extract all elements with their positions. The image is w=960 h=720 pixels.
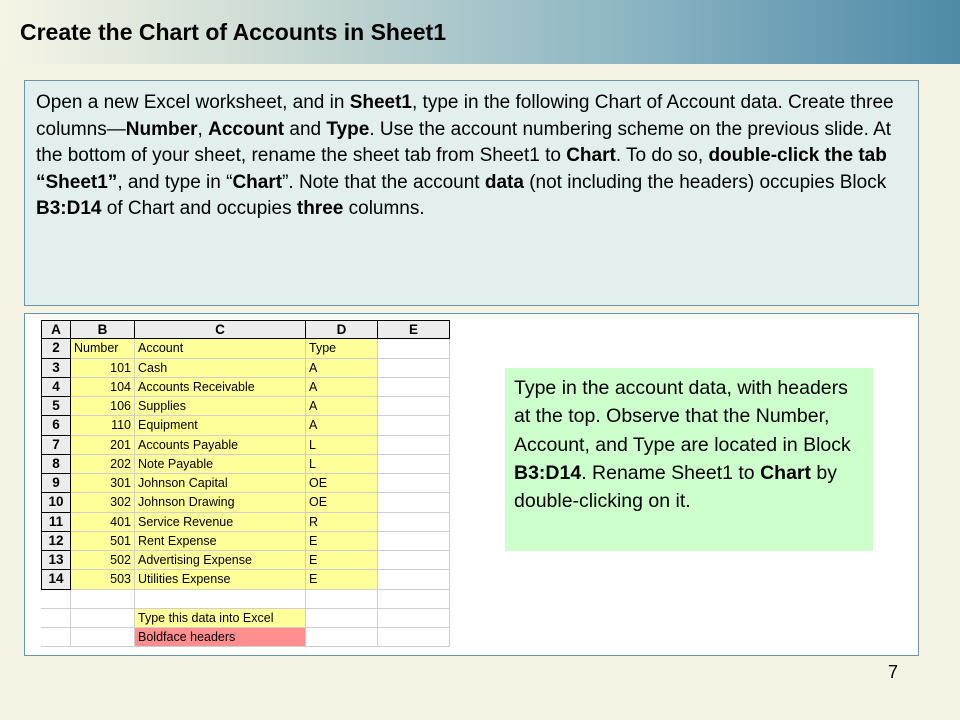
intro-text-0: Open a new Excel worksheet, and in [36, 92, 350, 113]
tip-text-1: B3:D14 [514, 461, 582, 484]
number-cell[interactable]: 503 [71, 570, 135, 589]
empty-cell[interactable] [71, 609, 135, 628]
row-number[interactable]: 6 [41, 416, 71, 435]
empty-cell[interactable] [378, 590, 450, 609]
type-cell[interactable]: A [306, 378, 378, 397]
account-cell[interactable]: Johnson Capital [135, 474, 306, 493]
number-cell[interactable]: 302 [71, 493, 135, 512]
empty-cell[interactable] [306, 628, 378, 647]
type-cell[interactable]: L [306, 436, 378, 455]
empty-cell[interactable] [378, 416, 450, 435]
table-row [41, 493, 450, 512]
account-cell[interactable]: Note Payable [135, 455, 306, 474]
empty-cell[interactable] [378, 359, 450, 378]
tip-text-4: by double-clicking on it. [514, 461, 838, 513]
data-rows [41, 359, 450, 590]
empty-cell[interactable] [378, 397, 450, 416]
table-row [41, 397, 450, 416]
empty-cell[interactable] [378, 628, 450, 647]
number-cell[interactable]: 202 [71, 455, 135, 474]
table-row [41, 532, 450, 551]
number-cell[interactable]: 201 [71, 436, 135, 455]
column-header-a[interactable]: A [41, 320, 71, 339]
table-row [41, 436, 450, 455]
empty-cell[interactable] [71, 590, 135, 609]
column-header-row [41, 320, 450, 339]
empty-cell[interactable] [306, 609, 378, 628]
intro-text-7: Type [326, 118, 370, 140]
empty-cell[interactable] [135, 590, 306, 609]
intro-text-11: double-click the tab “Sheet1” [36, 145, 887, 193]
empty-cell[interactable] [378, 609, 450, 628]
intro-text-2: , type in the following Chart of Account data. Create three columns— [36, 92, 894, 140]
number-cell[interactable]: 110 [71, 416, 135, 435]
tip-text-3: Chart [760, 461, 811, 484]
account-cell[interactable]: Advertising Expense [135, 551, 306, 570]
empty-cell[interactable] [378, 493, 450, 512]
header-cell-account[interactable]: Account [135, 339, 306, 358]
row-number[interactable]: 5 [41, 397, 71, 416]
intro-text-20: columns. [343, 198, 425, 219]
intro-text-17: B3:D14 [36, 198, 102, 219]
table-row [41, 416, 450, 435]
type-cell[interactable]: OE [306, 474, 378, 493]
table-row [41, 570, 450, 589]
number-cell[interactable]: 301 [71, 474, 135, 493]
type-cell[interactable]: E [306, 551, 378, 570]
empty-cell[interactable] [306, 590, 378, 609]
type-cell[interactable]: E [306, 570, 378, 589]
legend-row-pink [41, 628, 450, 647]
row-number[interactable]: 4 [41, 378, 71, 397]
intro-text-1: Sheet1 [349, 92, 412, 113]
empty-cell[interactable] [378, 339, 450, 358]
intro-text-6: and [284, 118, 327, 140]
type-cell[interactable]: OE [306, 493, 378, 512]
account-cell[interactable]: Johnson Drawing [135, 493, 306, 512]
account-cell[interactable]: Supplies [135, 397, 306, 416]
intro-text-15: data [484, 171, 524, 193]
page-number: 7 [888, 662, 899, 682]
row-number[interactable]: 10 [41, 493, 71, 512]
table-row [41, 551, 450, 570]
intro-text-14: ”. Note that the account [282, 171, 485, 193]
table-row [41, 359, 450, 378]
type-cell[interactable]: E [306, 532, 378, 551]
intro-text-9: Chart [566, 145, 616, 166]
row-number[interactable]: 13 [41, 551, 71, 570]
row-number[interactable]: 12 [41, 532, 71, 551]
column-header-d[interactable]: D [306, 320, 378, 339]
intro-text-18: of Chart and occupies [101, 198, 297, 219]
row-number[interactable]: 14 [41, 570, 71, 589]
table-row [41, 513, 450, 532]
empty-cell[interactable] [378, 532, 450, 551]
table-row [41, 378, 450, 397]
empty-cell[interactable] [378, 513, 450, 532]
type-cell[interactable]: R [306, 513, 378, 532]
legend-yellow-cell[interactable]: Type this data into Excel [135, 609, 306, 628]
row-number[interactable]: 11 [41, 513, 71, 532]
account-cell[interactable]: Rent Expense [135, 532, 306, 551]
tip-callout [505, 368, 873, 551]
row-number[interactable]: 2 [41, 339, 71, 358]
type-cell[interactable]: L [306, 455, 378, 474]
legend-row-yellow [41, 609, 450, 628]
column-header-c[interactable]: C [135, 320, 306, 339]
type-cell[interactable]: A [306, 359, 378, 378]
instructions-box [24, 80, 919, 306]
intro-text-4: , [197, 118, 209, 140]
number-cell[interactable]: 502 [71, 551, 135, 570]
column-header-e[interactable]: E [378, 320, 450, 339]
empty-cell[interactable] [378, 436, 450, 455]
intro-text-8: . Use the account numbering scheme on the previous slide. At the bottom of your sheet, rename the sheet tab from Sheet1 to [36, 118, 892, 166]
intro-text-5: Account [208, 118, 285, 140]
slide-title: Create the Chart of Accounts in Sheet1 [20, 19, 447, 45]
intro-text-13: Chart [232, 171, 283, 193]
spreadsheet-grid [41, 320, 450, 647]
type-cell[interactable]: A [306, 397, 378, 416]
number-cell[interactable]: 106 [71, 397, 135, 416]
tip-text-0: Type in the account data, with headers at the top. Observe that the Number, Account, and Type are located in Block [514, 377, 851, 456]
account-cell[interactable]: Accounts Receivable [135, 378, 306, 397]
empty-cell[interactable] [41, 590, 71, 609]
table-row [41, 455, 450, 474]
intro-text-12: , and type in “ [117, 171, 233, 193]
empty-cell[interactable] [378, 455, 450, 474]
empty-cell[interactable] [41, 628, 71, 647]
account-cell[interactable]: Service Revenue [135, 513, 306, 532]
empty-cell[interactable] [378, 474, 450, 493]
header-cell-number[interactable]: Number [71, 339, 135, 358]
empty-cell[interactable] [41, 609, 71, 628]
intro-text-19: three [296, 198, 344, 219]
row-number[interactable]: 7 [41, 436, 71, 455]
account-cell[interactable]: Utilities Expense [135, 570, 306, 589]
empty-cell[interactable] [71, 628, 135, 647]
tip-text-2: . Rename Sheet1 to [581, 461, 761, 484]
account-cell[interactable]: Accounts Payable [135, 436, 306, 455]
number-cell[interactable]: 501 [71, 532, 135, 551]
row-number[interactable]: 3 [41, 359, 71, 378]
header-cell-type[interactable]: Type [306, 339, 378, 358]
table-header-row [41, 339, 450, 358]
account-cell[interactable]: Cash [135, 359, 306, 378]
row-number[interactable]: 8 [41, 455, 71, 474]
column-header-b[interactable]: B [71, 320, 135, 339]
row-number[interactable]: 9 [41, 474, 71, 493]
blank-row [41, 590, 450, 609]
legend-pink-cell[interactable]: Boldface headers [135, 628, 306, 647]
intro-text-10: . To do so, [615, 145, 709, 166]
intro-text-3: Number [125, 118, 198, 140]
intro-text-16: (not including the headers) occupies Block [523, 171, 887, 193]
table-row [41, 474, 450, 493]
number-cell[interactable]: 101 [71, 359, 135, 378]
empty-cell[interactable] [378, 570, 450, 589]
type-cell[interactable]: A [306, 416, 378, 435]
account-cell[interactable]: Equipment [135, 416, 306, 435]
number-cell[interactable]: 104 [71, 378, 135, 397]
number-cell[interactable]: 401 [71, 513, 135, 532]
empty-cell[interactable] [378, 378, 450, 397]
empty-cell[interactable] [378, 551, 450, 570]
